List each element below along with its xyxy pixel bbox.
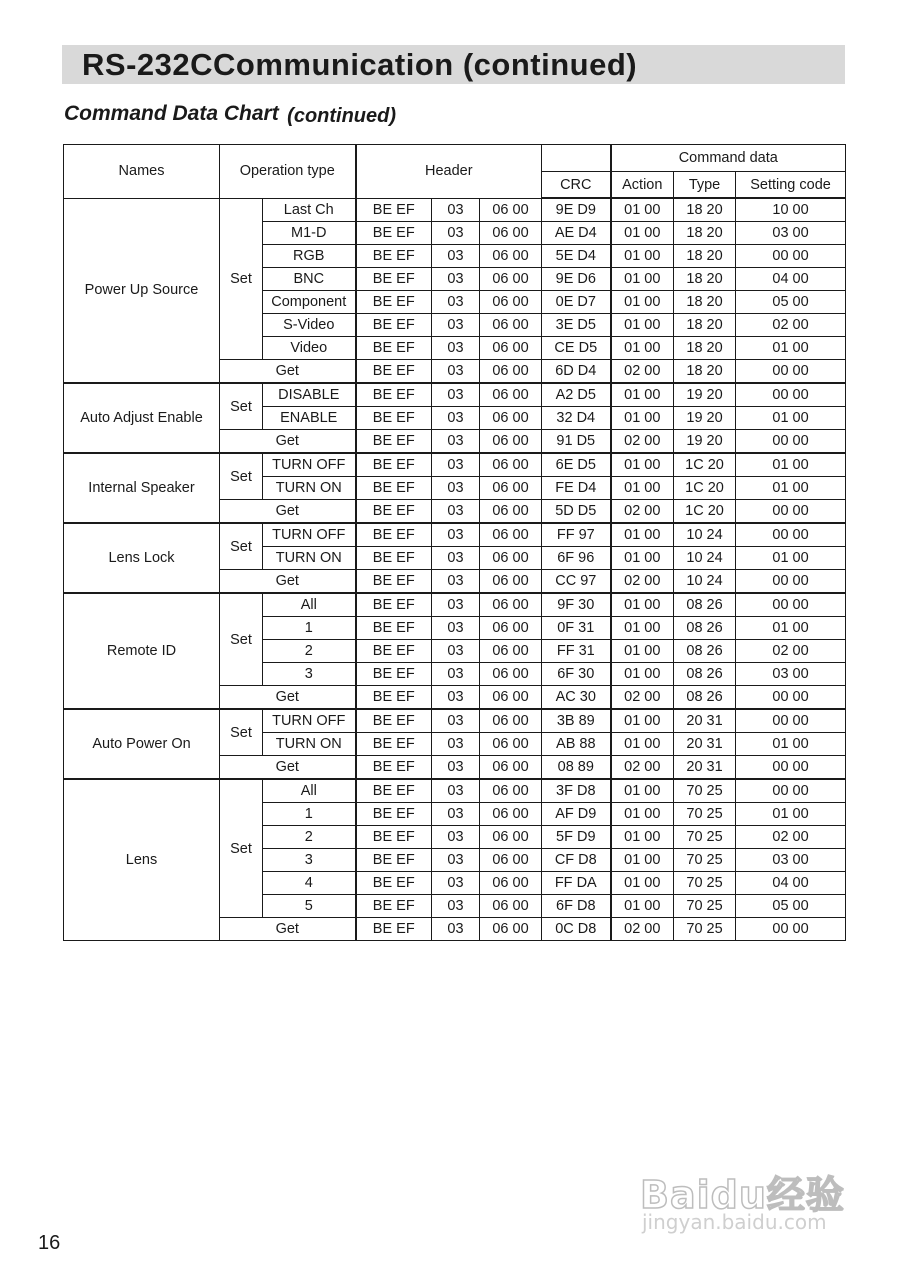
setting-code-cell: 10 00 xyxy=(736,198,846,222)
header-byte-2: 03 xyxy=(432,686,480,710)
header-byte-3: 06 00 xyxy=(480,895,542,918)
operation-label: 3 xyxy=(263,663,356,686)
header-setting-code: Setting code xyxy=(736,172,846,199)
set-label: Set xyxy=(220,523,263,570)
title-bar xyxy=(62,45,845,84)
header-byte-2: 03 xyxy=(432,872,480,895)
crc-cell: 6F 96 xyxy=(542,547,611,570)
setting-code-cell: 00 00 xyxy=(736,360,846,384)
type-cell: 08 26 xyxy=(674,686,736,710)
header-byte-1: BE EF xyxy=(356,222,432,245)
crc-cell: CF D8 xyxy=(542,849,611,872)
header-byte-3: 06 00 xyxy=(480,407,542,430)
setting-code-cell: 01 00 xyxy=(736,477,846,500)
table-row xyxy=(64,523,846,547)
operation-label: All xyxy=(263,593,356,617)
action-cell: 01 00 xyxy=(611,222,674,245)
header-byte-1: BE EF xyxy=(356,547,432,570)
action-cell: 01 00 xyxy=(611,453,674,477)
header-byte-3: 06 00 xyxy=(480,500,542,524)
crc-cell: FF 97 xyxy=(542,523,611,547)
action-cell: 01 00 xyxy=(611,268,674,291)
crc-cell: 9E D6 xyxy=(542,268,611,291)
header-byte-2: 03 xyxy=(432,523,480,547)
action-cell: 02 00 xyxy=(611,570,674,594)
setting-code-cell: 03 00 xyxy=(736,222,846,245)
page-number: 16 xyxy=(38,1232,61,1254)
operation-label: TURN ON xyxy=(263,477,356,500)
operation-label: TURN OFF xyxy=(263,453,356,477)
setting-code-cell: 00 00 xyxy=(736,709,846,733)
group-name: Remote ID xyxy=(64,593,220,709)
header-byte-2: 03 xyxy=(432,617,480,640)
get-label: Get xyxy=(220,500,356,524)
header-byte-1: BE EF xyxy=(356,291,432,314)
get-label: Get xyxy=(220,430,356,454)
crc-cell: 3B 89 xyxy=(542,709,611,733)
get-label: Get xyxy=(220,360,356,384)
header-byte-3: 06 00 xyxy=(480,826,542,849)
type-cell: 10 24 xyxy=(674,523,736,547)
set-label: Set xyxy=(220,709,263,756)
header-byte-2: 03 xyxy=(432,314,480,337)
type-cell: 18 20 xyxy=(674,198,736,222)
group-name: Lens Lock xyxy=(64,523,220,593)
type-cell: 08 26 xyxy=(674,593,736,617)
operation-label: Component xyxy=(263,291,356,314)
header-byte-2: 03 xyxy=(432,826,480,849)
setting-code-cell: 00 00 xyxy=(736,430,846,454)
setting-code-cell: 00 00 xyxy=(736,593,846,617)
setting-code-cell: 00 00 xyxy=(736,383,846,407)
setting-code-cell: 03 00 xyxy=(736,663,846,686)
type-cell: 70 25 xyxy=(674,918,736,941)
header-byte-3: 06 00 xyxy=(480,779,542,803)
crc-cell: FF DA xyxy=(542,872,611,895)
header-byte-3: 06 00 xyxy=(480,756,542,780)
crc-cell: FE D4 xyxy=(542,477,611,500)
header-byte-1: BE EF xyxy=(356,453,432,477)
header-crc: CRC xyxy=(542,172,611,199)
type-cell: 19 20 xyxy=(674,383,736,407)
header-byte-2: 03 xyxy=(432,453,480,477)
crc-cell: 0C D8 xyxy=(542,918,611,941)
header-byte-1: BE EF xyxy=(356,640,432,663)
crc-cell: 6D D4 xyxy=(542,360,611,384)
table-row xyxy=(64,593,846,617)
header-byte-3: 06 00 xyxy=(480,686,542,710)
header-byte-3: 06 00 xyxy=(480,593,542,617)
type-cell: 08 26 xyxy=(674,663,736,686)
crc-cell: 3E D5 xyxy=(542,314,611,337)
get-label: Get xyxy=(220,918,356,941)
header-byte-3: 06 00 xyxy=(480,663,542,686)
setting-code-cell: 04 00 xyxy=(736,872,846,895)
type-cell: 18 20 xyxy=(674,245,736,268)
setting-code-cell: 00 00 xyxy=(736,570,846,594)
crc-cell: 9F 30 xyxy=(542,593,611,617)
operation-label: 1 xyxy=(263,803,356,826)
crc-cell: FF 31 xyxy=(542,640,611,663)
action-cell: 01 00 xyxy=(611,245,674,268)
header-byte-3: 06 00 xyxy=(480,477,542,500)
header-row-1 xyxy=(64,145,846,172)
operation-label: All xyxy=(263,779,356,803)
operation-label: 3 xyxy=(263,849,356,872)
header-byte-3: 06 00 xyxy=(480,617,542,640)
header-byte-1: BE EF xyxy=(356,686,432,710)
action-cell: 01 00 xyxy=(611,803,674,826)
header-byte-3: 06 00 xyxy=(480,547,542,570)
header-byte-1: BE EF xyxy=(356,779,432,803)
operation-label: 1 xyxy=(263,617,356,640)
group-name: Auto Adjust Enable xyxy=(64,383,220,453)
header-byte-2: 03 xyxy=(432,477,480,500)
page-title: RS-232CCommunication (continued) xyxy=(82,47,638,82)
group-name: Lens xyxy=(64,779,220,941)
crc-cell: 3F D8 xyxy=(542,779,611,803)
operation-label: TURN ON xyxy=(263,733,356,756)
table-row xyxy=(64,709,846,733)
operation-label: 2 xyxy=(263,640,356,663)
setting-code-cell: 00 00 xyxy=(736,523,846,547)
header-byte-1: BE EF xyxy=(356,709,432,733)
get-label: Get xyxy=(220,756,356,780)
header-byte-2: 03 xyxy=(432,709,480,733)
setting-code-cell: 01 00 xyxy=(736,617,846,640)
header-byte-2: 03 xyxy=(432,500,480,524)
crc-cell: 5E D4 xyxy=(542,245,611,268)
type-cell: 1C 20 xyxy=(674,453,736,477)
header-byte-2: 03 xyxy=(432,895,480,918)
header-byte-1: BE EF xyxy=(356,383,432,407)
action-cell: 02 00 xyxy=(611,756,674,780)
header-byte-3: 06 00 xyxy=(480,360,542,384)
type-cell: 1C 20 xyxy=(674,477,736,500)
header-byte-2: 03 xyxy=(432,733,480,756)
section-subtitle xyxy=(64,102,396,126)
action-cell: 01 00 xyxy=(611,291,674,314)
header-byte-1: BE EF xyxy=(356,360,432,384)
setting-code-cell: 01 00 xyxy=(736,337,846,360)
setting-code-cell: 00 00 xyxy=(736,500,846,524)
header-byte-3: 06 00 xyxy=(480,523,542,547)
type-cell: 1C 20 xyxy=(674,500,736,524)
operation-label: BNC xyxy=(263,268,356,291)
operation-label: TURN OFF xyxy=(263,709,356,733)
header-byte-1: BE EF xyxy=(356,918,432,941)
setting-code-cell: 02 00 xyxy=(736,826,846,849)
action-cell: 01 00 xyxy=(611,640,674,663)
header-byte-3: 06 00 xyxy=(480,383,542,407)
operation-label: Video xyxy=(263,337,356,360)
operation-label: 5 xyxy=(263,895,356,918)
set-label: Set xyxy=(220,383,263,430)
setting-code-cell: 01 00 xyxy=(736,733,846,756)
setting-code-cell: 03 00 xyxy=(736,849,846,872)
setting-code-cell: 04 00 xyxy=(736,268,846,291)
header-byte-2: 03 xyxy=(432,268,480,291)
header-byte-2: 03 xyxy=(432,222,480,245)
crc-cell: A2 D5 xyxy=(542,383,611,407)
action-cell: 01 00 xyxy=(611,407,674,430)
header-byte-2: 03 xyxy=(432,337,480,360)
set-label: Set xyxy=(220,593,263,686)
header-byte-3: 06 00 xyxy=(480,268,542,291)
setting-code-cell: 01 00 xyxy=(736,803,846,826)
crc-cell: 5F D9 xyxy=(542,826,611,849)
action-cell: 01 00 xyxy=(611,663,674,686)
action-cell: 01 00 xyxy=(611,547,674,570)
crc-cell: AE D4 xyxy=(542,222,611,245)
group-name: Auto Power On xyxy=(64,709,220,779)
table-body xyxy=(64,198,846,941)
action-cell: 01 00 xyxy=(611,523,674,547)
header-byte-2: 03 xyxy=(432,849,480,872)
type-cell: 08 26 xyxy=(674,640,736,663)
action-cell: 02 00 xyxy=(611,918,674,941)
action-cell: 01 00 xyxy=(611,617,674,640)
header-byte-3: 06 00 xyxy=(480,198,542,222)
header-byte-2: 03 xyxy=(432,407,480,430)
header-byte-1: BE EF xyxy=(356,337,432,360)
header-byte-2: 03 xyxy=(432,640,480,663)
action-cell: 01 00 xyxy=(611,709,674,733)
type-cell: 18 20 xyxy=(674,314,736,337)
type-cell: 18 20 xyxy=(674,222,736,245)
header-byte-2: 03 xyxy=(432,570,480,594)
header-byte-1: BE EF xyxy=(356,663,432,686)
header-byte-1: BE EF xyxy=(356,849,432,872)
type-cell: 70 25 xyxy=(674,826,736,849)
header-byte-3: 06 00 xyxy=(480,733,542,756)
operation-label: M1-D xyxy=(263,222,356,245)
crc-cell: 6F 30 xyxy=(542,663,611,686)
action-cell: 01 00 xyxy=(611,477,674,500)
header-byte-3: 06 00 xyxy=(480,849,542,872)
crc-cell: CE D5 xyxy=(542,337,611,360)
header-byte-3: 06 00 xyxy=(480,222,542,245)
type-cell: 08 26 xyxy=(674,617,736,640)
type-cell: 70 25 xyxy=(674,872,736,895)
type-cell: 18 20 xyxy=(674,291,736,314)
header-byte-2: 03 xyxy=(432,918,480,941)
header-byte-1: BE EF xyxy=(356,477,432,500)
action-cell: 01 00 xyxy=(611,872,674,895)
crc-cell: 5D D5 xyxy=(542,500,611,524)
crc-cell: AF D9 xyxy=(542,803,611,826)
header-byte-1: BE EF xyxy=(356,872,432,895)
header-byte-1: BE EF xyxy=(356,500,432,524)
setting-code-cell: 00 00 xyxy=(736,686,846,710)
header-byte-2: 03 xyxy=(432,291,480,314)
operation-label: TURN OFF xyxy=(263,523,356,547)
action-cell: 01 00 xyxy=(611,314,674,337)
type-cell: 18 20 xyxy=(674,360,736,384)
crc-cell: 91 D5 xyxy=(542,430,611,454)
watermark-logo: Baidu经验 xyxy=(640,1173,845,1217)
header-byte-2: 03 xyxy=(432,756,480,780)
get-label: Get xyxy=(220,570,356,594)
watermark-url: jingyan.baidu.com xyxy=(642,1210,827,1234)
type-cell: 10 24 xyxy=(674,547,736,570)
operation-label: S-Video xyxy=(263,314,356,337)
crc-cell: 08 89 xyxy=(542,756,611,780)
operation-label: 4 xyxy=(263,872,356,895)
action-cell: 01 00 xyxy=(611,779,674,803)
action-cell: 01 00 xyxy=(611,198,674,222)
set-label: Set xyxy=(220,779,263,918)
type-cell: 19 20 xyxy=(674,430,736,454)
header-byte-2: 03 xyxy=(432,198,480,222)
group-name: Power Up Source xyxy=(64,198,220,383)
header-byte-3: 06 00 xyxy=(480,337,542,360)
setting-code-cell: 02 00 xyxy=(736,640,846,663)
setting-code-cell: 05 00 xyxy=(736,291,846,314)
header-byte-1: BE EF xyxy=(356,198,432,222)
type-cell: 19 20 xyxy=(674,407,736,430)
type-cell: 20 31 xyxy=(674,709,736,733)
operation-label: ENABLE xyxy=(263,407,356,430)
crc-cell: AB 88 xyxy=(542,733,611,756)
header-byte-1: BE EF xyxy=(356,895,432,918)
type-cell: 70 25 xyxy=(674,803,736,826)
header-names: Names xyxy=(64,145,220,199)
header-byte-2: 03 xyxy=(432,547,480,570)
set-label: Set xyxy=(220,198,263,360)
header-byte-1: BE EF xyxy=(356,803,432,826)
header-type: Type xyxy=(674,172,736,199)
crc-cell: 32 D4 xyxy=(542,407,611,430)
header-byte-3: 06 00 xyxy=(480,245,542,268)
header-byte-2: 03 xyxy=(432,245,480,268)
action-cell: 02 00 xyxy=(611,360,674,384)
action-cell: 02 00 xyxy=(611,686,674,710)
header-crc-spacer xyxy=(542,145,611,172)
header-byte-1: BE EF xyxy=(356,430,432,454)
type-cell: 70 25 xyxy=(674,895,736,918)
crc-cell: AC 30 xyxy=(542,686,611,710)
header-byte-1: BE EF xyxy=(356,407,432,430)
type-cell: 70 25 xyxy=(674,849,736,872)
type-cell: 20 31 xyxy=(674,756,736,780)
setting-code-cell: 02 00 xyxy=(736,314,846,337)
header-byte-3: 06 00 xyxy=(480,314,542,337)
header-byte-2: 03 xyxy=(432,663,480,686)
operation-label: Last Ch xyxy=(263,198,356,222)
header-byte-2: 03 xyxy=(432,593,480,617)
table-row xyxy=(64,198,846,222)
crc-cell: 0F 31 xyxy=(542,617,611,640)
header-action: Action xyxy=(611,172,674,199)
setting-code-cell: 01 00 xyxy=(736,407,846,430)
header-byte-3: 06 00 xyxy=(480,709,542,733)
header-byte-1: BE EF xyxy=(356,733,432,756)
header-byte-3: 06 00 xyxy=(480,872,542,895)
header-byte-1: BE EF xyxy=(356,314,432,337)
table-row xyxy=(64,453,846,477)
operation-label: RGB xyxy=(263,245,356,268)
header-command-data: Command data xyxy=(611,145,846,172)
subtitle-continued: (continued) xyxy=(287,105,397,127)
table-row xyxy=(64,383,846,407)
action-cell: 01 00 xyxy=(611,337,674,360)
header-byte-2: 03 xyxy=(432,779,480,803)
table-row xyxy=(64,779,846,803)
setting-code-cell: 00 00 xyxy=(736,918,846,941)
header-byte-1: BE EF xyxy=(356,570,432,594)
header-byte-3: 06 00 xyxy=(480,453,542,477)
crc-cell: 9E D9 xyxy=(542,198,611,222)
header-byte-1: BE EF xyxy=(356,617,432,640)
type-cell: 20 31 xyxy=(674,733,736,756)
operation-label: 2 xyxy=(263,826,356,849)
action-cell: 01 00 xyxy=(611,593,674,617)
operation-label: TURN ON xyxy=(263,547,356,570)
action-cell: 01 00 xyxy=(611,826,674,849)
type-cell: 18 20 xyxy=(674,268,736,291)
setting-code-cell: 05 00 xyxy=(736,895,846,918)
action-cell: 01 00 xyxy=(611,383,674,407)
setting-code-cell: 00 00 xyxy=(736,779,846,803)
header-byte-3: 06 00 xyxy=(480,570,542,594)
group-name: Internal Speaker xyxy=(64,453,220,523)
header-byte-2: 03 xyxy=(432,360,480,384)
watermark xyxy=(640,1150,855,1250)
header-byte-2: 03 xyxy=(432,803,480,826)
operation-label: DISABLE xyxy=(263,383,356,407)
setting-code-cell: 01 00 xyxy=(736,547,846,570)
header-byte-3: 06 00 xyxy=(480,430,542,454)
header-byte-3: 06 00 xyxy=(480,291,542,314)
crc-cell: 6F D8 xyxy=(542,895,611,918)
action-cell: 01 00 xyxy=(611,849,674,872)
action-cell: 02 00 xyxy=(611,500,674,524)
type-cell: 70 25 xyxy=(674,779,736,803)
crc-cell: 6E D5 xyxy=(542,453,611,477)
header-byte-1: BE EF xyxy=(356,523,432,547)
header-byte-2: 03 xyxy=(432,383,480,407)
header-header: Header xyxy=(356,145,542,199)
header-byte-2: 03 xyxy=(432,430,480,454)
set-label: Set xyxy=(220,453,263,500)
type-cell: 10 24 xyxy=(674,570,736,594)
header-byte-3: 06 00 xyxy=(480,803,542,826)
header-byte-1: BE EF xyxy=(356,756,432,780)
setting-code-cell: 01 00 xyxy=(736,453,846,477)
header-byte-1: BE EF xyxy=(356,826,432,849)
get-label: Get xyxy=(220,686,356,710)
header-byte-3: 06 00 xyxy=(480,640,542,663)
header-byte-1: BE EF xyxy=(356,593,432,617)
crc-cell: CC 97 xyxy=(542,570,611,594)
action-cell: 01 00 xyxy=(611,895,674,918)
setting-code-cell: 00 00 xyxy=(736,756,846,780)
type-cell: 18 20 xyxy=(674,337,736,360)
header-byte-3: 06 00 xyxy=(480,918,542,941)
action-cell: 01 00 xyxy=(611,733,674,756)
header-operation-type: Operation type xyxy=(220,145,356,199)
header-byte-1: BE EF xyxy=(356,268,432,291)
crc-cell: 0E D7 xyxy=(542,291,611,314)
subtitle-main: Command Data Chart xyxy=(64,102,279,125)
setting-code-cell: 00 00 xyxy=(736,245,846,268)
command-data-table xyxy=(63,144,846,941)
action-cell: 02 00 xyxy=(611,430,674,454)
header-byte-1: BE EF xyxy=(356,245,432,268)
